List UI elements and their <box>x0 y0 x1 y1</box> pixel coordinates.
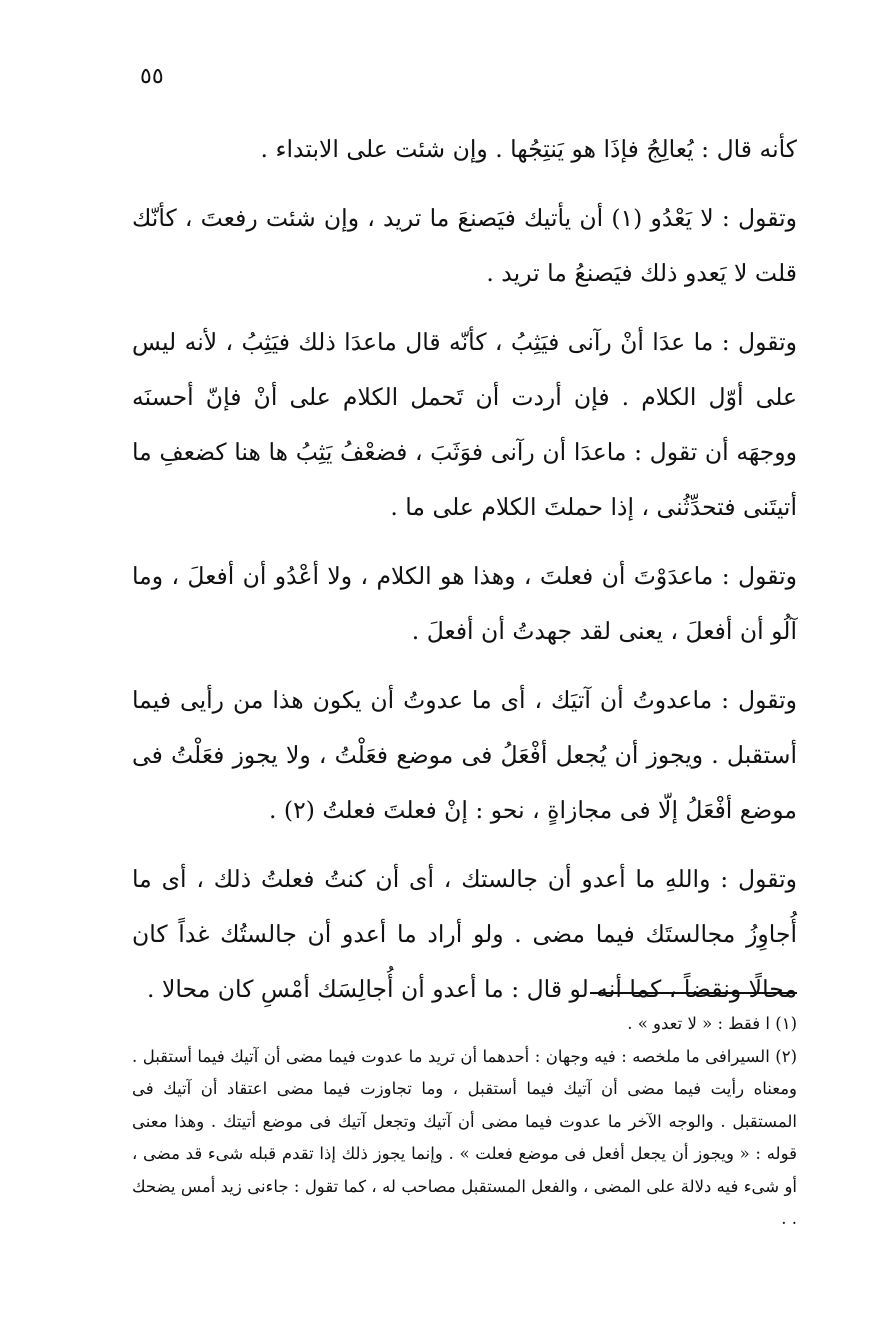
footnote-1: (١) ا فقط : « لا تعدو » . <box>627 1014 797 1033</box>
paragraph-4: وتقول : ماعدَوْتَ أن فعلتَ ، وهذا هو الكلام ، ولا أعْدُو أن أفعلَ ، وما آلُو أن أفعلَ ، يعنى لقد جهدتُ أن أفعلَ . <box>132 562 797 645</box>
paragraph-5: وتقول : ماعدوتُ أن آتيَك ، أى ما عدوتُ أن يكون هذا من رأيى فيما أستقبل . ويجوز أن يُجعل أفْعَلُ فى موضع فعَلْتُ ، ولا يجوز فعَلْتُ فى موضع أفْعَلُ إلّا فى مجازاةٍ ، نحو : إنْ فعلتَ فعلتُ (٢) . <box>132 686 797 824</box>
footnotes <box>132 1008 797 1236</box>
footnote-divider <box>590 992 797 994</box>
paragraph-2: وتقول : لا يَعْدُو (١) أن يأتيك فيَصنعَ ما تريد ، وإن شئت رفعتَ ، كأنّك قلت لا يَعدو ذلك فيَصنعُ ما تريد . <box>132 204 798 287</box>
footnote-2: (٢) السيرافى ما ملخصه : فيه وجهان : أحدهما أن تريد ما عدوت فيما مضى أن آتيك فيما أستقبل . ومعناه رأيت فيما مضى أن آتيك فيما أستقبل ، وما تجاوزت فيما مضى اعتقاد أن آتيك فى المستقبل . والوجه الآخر ما عدوت فيما مضى أن آتيك وتجعل آتيك فى موضع أتيتك . وهذا معنى قوله : « ويجوز أن يجعل أفعل فى موضع فعلت » . وإنما يجوز ذلك إذا تقدم قبله شىء قد مضى ، أو شىء فيه دلالة على المضى ، والفعل المستقبل مصاحب له ، كما تقول : جاءنى زيد أمس يضحك . . <box>132 1046 797 1228</box>
paragraph-3: وتقول : ما عدَا أنْ رآنى فيَثِبُ ، كأنّه قال ماعدَا ذلك فيَثِبُ ، لأنه ليس على أوّل الكلام . فإن أردت أن تَحمل الكلام على أنْ فإنّ أحسنَه ووجهَه أن تقول : ماعدَا أن رآنى فوَثَبَ ، فضعْفُ يَثِبُ ها هنا كضعفِ ما أتيتَنى فتحدِّثُنى ، إذا حملتَ الكلام على ما . <box>132 328 797 521</box>
paragraph-6: وتقول : واللهِ ما أعدو أن جالستك ، أى أن كنتُ فعلتُ ذلك ، أى ما أُجاوِزُ مجالستَك فيما مضى . ولو أراد ما أعدو أن جالستُك غداً كان محالًا ونقضاً ، كما أنه لو قال : ما أعدو أن أُجالِسَك أمْسِ كان محالا . <box>132 865 797 1003</box>
main-text <box>132 122 797 1031</box>
page-number: ٥٥ <box>140 64 164 89</box>
paragraph-1: كأنه قال : يُعالِجُ فإذَا هو يَنتِجُها . وإن شئت على الابتداء . <box>260 135 797 163</box>
